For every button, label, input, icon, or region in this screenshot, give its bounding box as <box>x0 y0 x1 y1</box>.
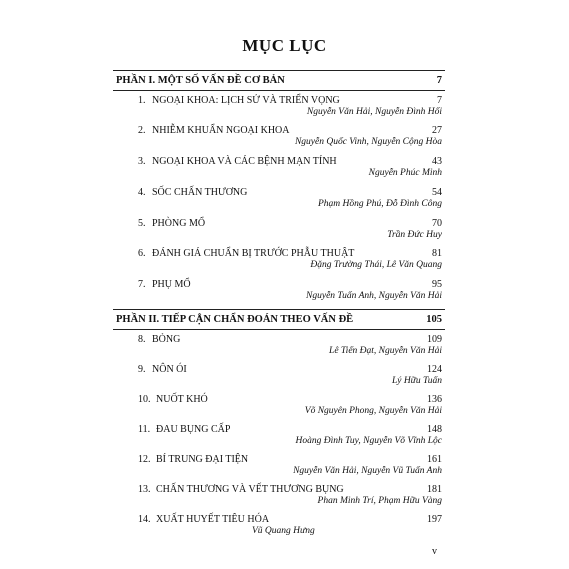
entry-number: 4. <box>138 187 146 198</box>
entry-number: 14. <box>138 514 151 525</box>
entry-page: 7 <box>437 95 442 106</box>
entry-number: 6. <box>138 248 146 259</box>
entry-title: PHỤ MỔ <box>152 279 191 290</box>
part-title: PHẦN II. TIẾP CẬN CHẨN ĐOÁN THEO VẤN ĐỀ <box>116 314 354 325</box>
toc-entry <box>116 514 442 538</box>
entry-authors: Nguyễn Văn Hải, Nguyễn Vũ Tuấn Anh <box>293 466 442 476</box>
entry-title: PHÒNG MỔ <box>152 218 206 229</box>
entry-authors: Lý Hữu Tuấn <box>391 376 442 386</box>
entry-number: 1. <box>138 95 146 106</box>
entry-authors: Trần Đức Huy <box>387 230 442 240</box>
entry-number: 12. <box>138 454 151 465</box>
toc-entry <box>116 218 442 242</box>
entry-number: 3. <box>138 156 146 167</box>
toc-entry <box>116 454 442 478</box>
entry-page: 43 <box>432 156 442 167</box>
entry-page: 27 <box>432 125 442 136</box>
entry-page: 181 <box>427 484 442 495</box>
entry-number: 10. <box>138 394 151 405</box>
entry-authors: Phạm Hồng Phú, Đỗ Đình Công <box>317 199 442 209</box>
divider <box>113 309 445 310</box>
entry-number: 7. <box>138 279 146 290</box>
toc-entry <box>116 364 442 388</box>
toc-entry <box>116 187 442 211</box>
entry-title: CHẤN THƯƠNG VÀ VẾT THƯƠNG BỤNG <box>156 484 344 495</box>
entry-page: 136 <box>427 394 442 405</box>
toc-entry <box>116 334 442 358</box>
entry-number: 9. <box>138 364 146 375</box>
entry-page: 95 <box>432 279 442 290</box>
toc-entry <box>116 95 442 119</box>
page-number: v <box>432 546 437 557</box>
entry-number: 2. <box>138 125 146 136</box>
entry-authors: Nguyễn Phúc Minh <box>368 168 442 178</box>
entry-title: SỐC CHẤN THƯƠNG <box>152 187 248 198</box>
entry-title: NGOẠI KHOA VÀ CÁC BỆNH MẠN TÍNH <box>152 156 337 167</box>
entry-page: 81 <box>432 248 442 259</box>
part-title: PHẦN I. MỘT SỐ VẤN ĐỀ CƠ BẢN <box>116 75 285 86</box>
divider <box>113 90 445 91</box>
part-page: 105 <box>426 314 442 325</box>
entry-number: 5. <box>138 218 146 229</box>
entry-page: 54 <box>432 187 442 198</box>
entry-authors: Đặng Trường Thái, Lê Văn Quang <box>310 260 442 270</box>
entry-authors: Nguyễn Tuấn Anh, Nguyễn Văn Hải <box>306 291 442 301</box>
entry-number: 11. <box>138 424 151 435</box>
entry-authors: Hoàng Đình Tuy, Nguyễn Võ Vĩnh Lộc <box>295 436 442 446</box>
entry-title: NGOẠI KHOA: LỊCH SỬ VÀ TRIỂN VỌNG <box>152 95 340 106</box>
entry-authors: Nguyễn Quốc Vinh, Nguyễn Cộng Hòa <box>294 137 442 147</box>
entry-title: ĐAU BỤNG CẤP <box>156 424 231 435</box>
part-page: 7 <box>436 75 442 86</box>
divider <box>113 70 445 71</box>
entry-title: NÔN ÓI <box>152 364 187 375</box>
toc-entry <box>116 248 442 272</box>
page-title: MỤC LỤC <box>242 36 327 55</box>
toc-entry <box>116 156 442 180</box>
entry-page: 148 <box>427 424 442 435</box>
toc-entry <box>116 279 442 303</box>
entry-number: 13. <box>138 484 151 495</box>
entry-title: XUẤT HUYẾT TIÊU HÓA <box>156 514 270 525</box>
entry-title: ĐÁNH GIÁ CHUẨN BỊ TRƯỚC PHẪU THUẬT <box>152 248 355 259</box>
entry-authors: Phan Minh Trí, Phạm Hữu Vàng <box>317 496 442 506</box>
toc-entry <box>116 424 442 448</box>
toc-entry <box>116 484 442 508</box>
entry-page: 109 <box>427 334 442 345</box>
entry-number: 8. <box>138 334 146 345</box>
divider <box>113 329 445 330</box>
entry-authors: Vũ Quang Hưng <box>252 526 315 536</box>
entry-page: 124 <box>427 364 442 375</box>
entry-authors: Lê Tiến Đạt, Nguyễn Văn Hải <box>329 346 442 356</box>
entry-authors: Võ Nguyên Phong, Nguyễn Văn Hải <box>304 406 442 416</box>
entry-authors: Nguyễn Văn Hải, Nguyễn Đình Hối <box>306 107 442 117</box>
entry-title: NUỐT KHÓ <box>156 394 208 405</box>
entry-page: 161 <box>427 454 442 465</box>
entry-title: NHIỄM KHUẨN NGOẠI KHOA <box>152 125 290 136</box>
entry-page: 70 <box>432 218 442 229</box>
toc-entry <box>116 125 442 149</box>
entry-title: BỎNG <box>152 334 181 345</box>
entry-page: 197 <box>427 514 442 525</box>
entry-title: BÍ TRUNG ĐẠI TIỆN <box>156 454 249 465</box>
toc-entry <box>116 394 442 418</box>
